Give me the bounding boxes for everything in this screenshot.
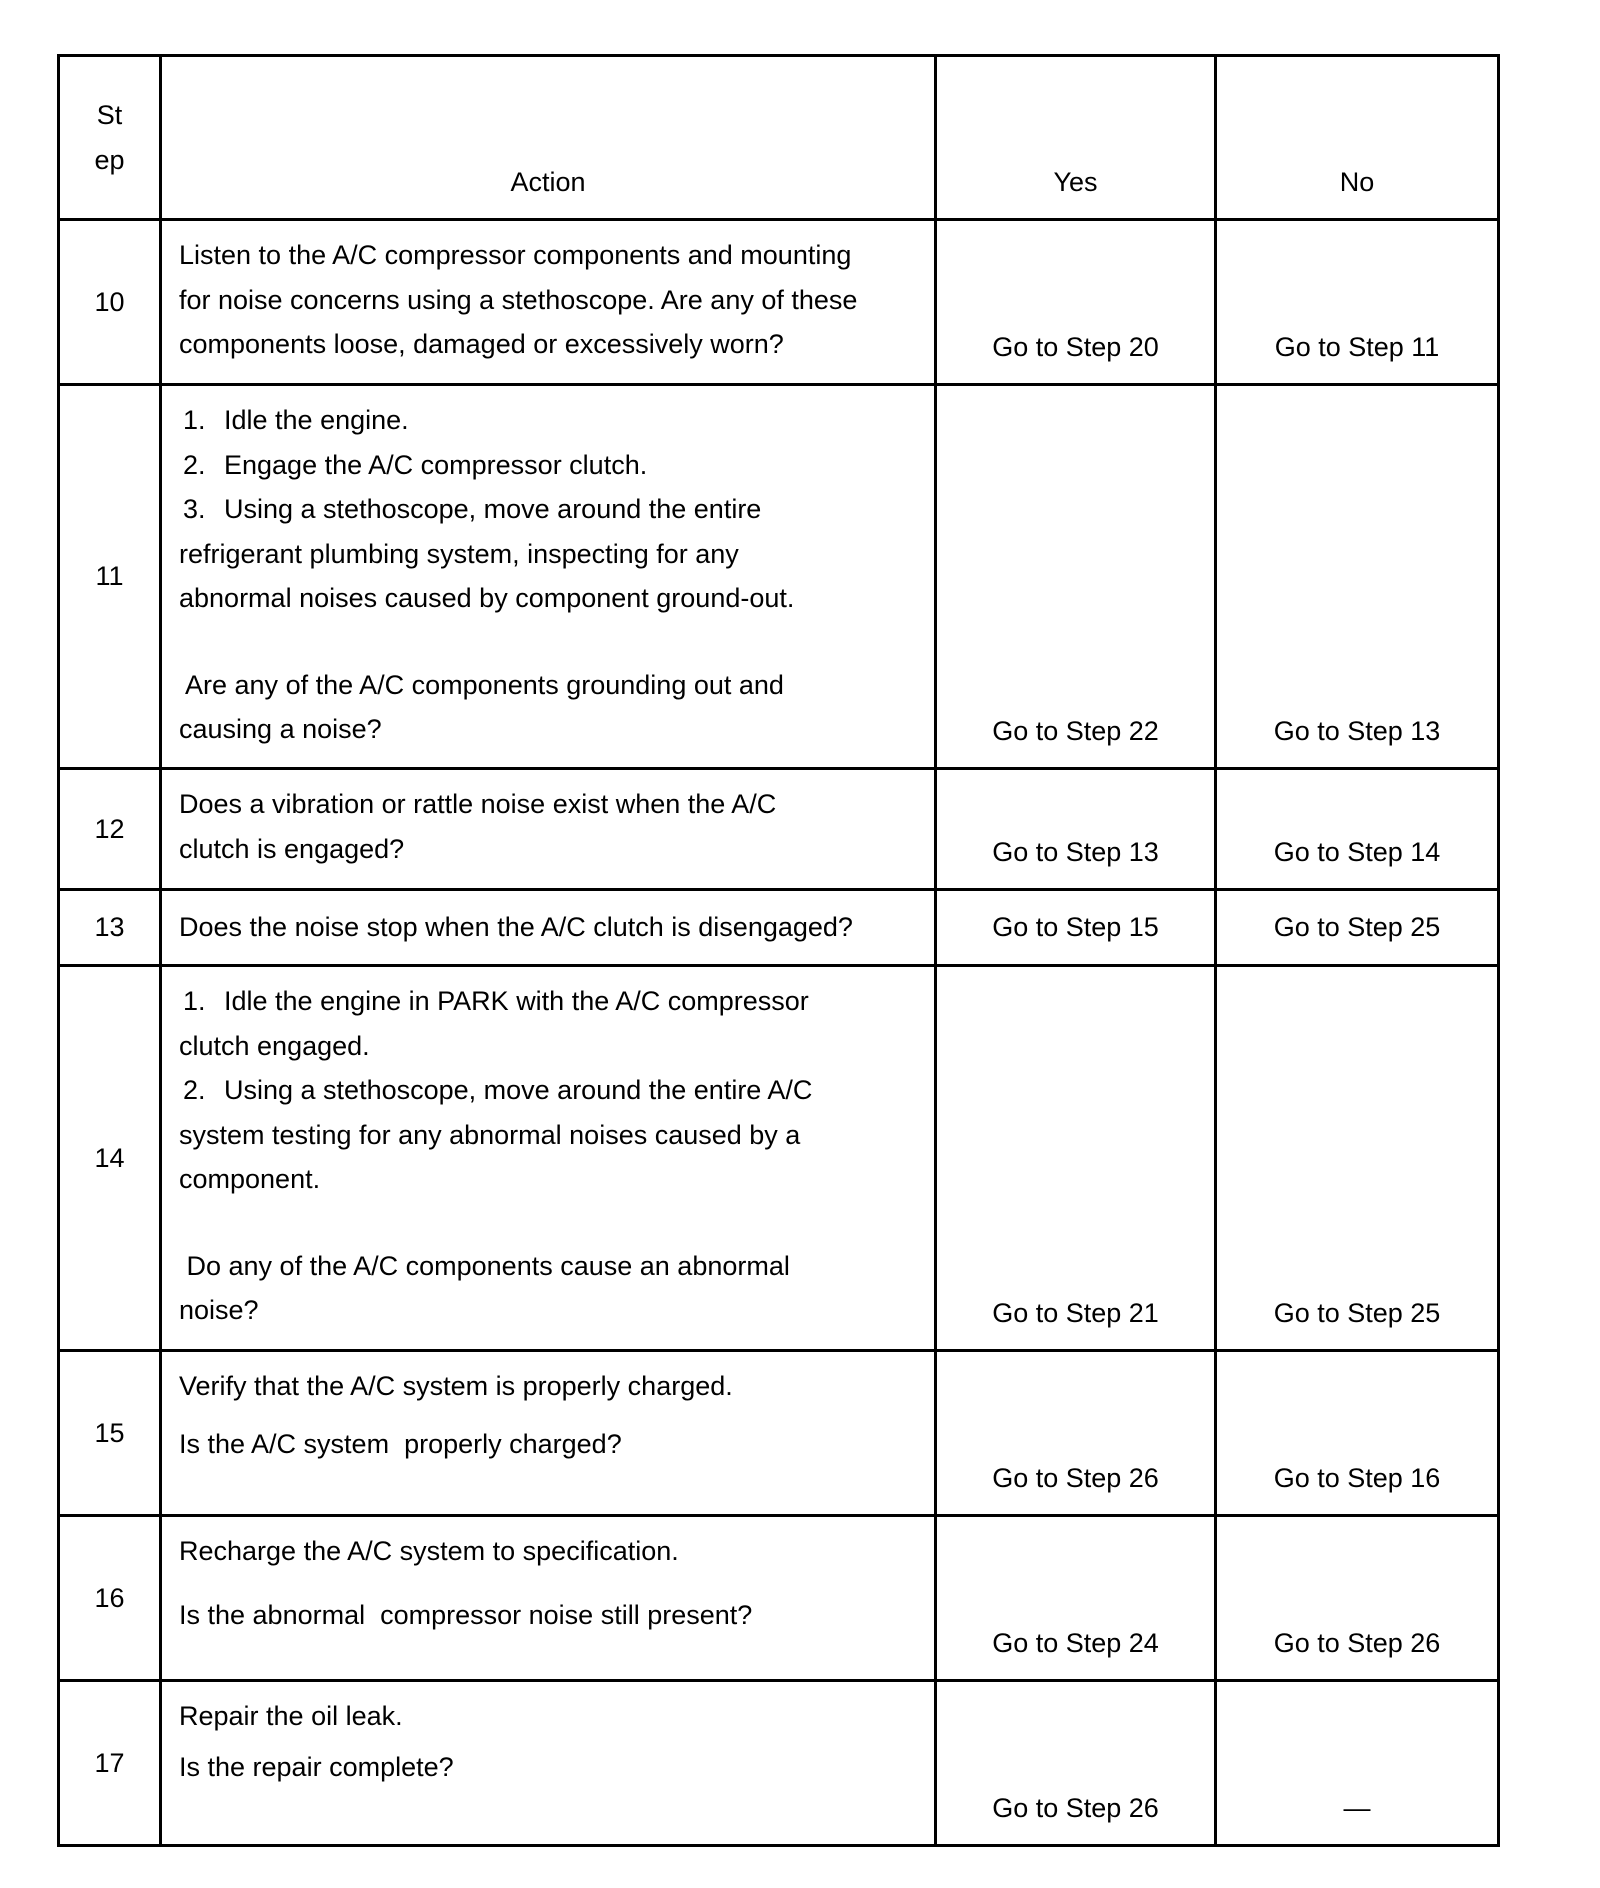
no-cell: Go to Step 16 [1216,1351,1499,1516]
action-cell [161,769,936,890]
step-number: 17 [59,1681,161,1846]
action-line: system testing for any abnormal noises caused by a [179,1119,801,1150]
yes-cell: Go to Step 26 [936,1681,1216,1846]
yes-cell: Go to Step 15 [936,890,1216,966]
list-item [179,487,918,532]
no-cell: — [1216,1681,1499,1846]
yes-cell: Go to Step 26 [936,1351,1216,1516]
list-number: 1. [183,405,206,435]
step-number: 15 [59,1351,161,1516]
table-row [59,1351,1499,1516]
spacer [179,1202,918,1244]
list-text: Engage the A/C compressor clutch. [224,449,648,480]
yes-cell: Go to Step 13 [936,769,1216,890]
action-line: Listen to the A/C compressor components and mounting [179,240,852,270]
no-cell: Go to Step 11 [1216,220,1499,385]
question-line: Are any of the A/C components grounding out and [179,669,784,700]
step-number: 16 [59,1516,161,1681]
step-number: 11 [59,385,161,769]
action-line: for noise concerns using a stethoscope. Are any of these [179,284,858,315]
question-line: Is the repair complete? [179,1751,454,1782]
action-cell [161,385,936,769]
action-line: refrigerant plumbing system, inspecting for any [179,538,739,569]
list-number: 3. [183,494,206,524]
no-cell: Go to Step 25 [1216,890,1499,966]
list-number: 2. [183,449,206,480]
action-line: Does the noise stop when the A/C clutch is disengaged? [179,912,853,943]
action-cell [161,966,936,1351]
step-header-line-1: St [96,100,123,130]
no-cell: Go to Step 13 [1216,385,1499,769]
table-row [59,1681,1499,1846]
list-text: Using a stethoscope, move around the entire [224,494,762,524]
action-header: Action [161,56,936,220]
question-line: noise? [179,1295,259,1325]
question-line: Is the abnormal compressor noise still present? [179,1599,753,1630]
yes-cell: Go to Step 24 [936,1516,1216,1681]
table-row [59,385,1499,769]
yes-cell: Go to Step 22 [936,385,1216,769]
action-cell [161,1681,936,1846]
yes-cell: Go to Step 21 [936,966,1216,1351]
no-header: No [1216,56,1499,220]
action-line: Verify that the A/C system is properly charged. [179,1371,733,1401]
action-line: component. [179,1164,321,1194]
list-item [179,398,918,443]
yes-cell: Go to Step 20 [936,220,1216,385]
list-text: Idle the engine. [224,405,409,435]
action-line: Repair the oil leak. [179,1701,403,1731]
list-text: Idle the engine in PARK with the A/C compressor [224,986,809,1016]
spacer [179,1409,918,1422]
no-cell: Go to Step 25 [1216,966,1499,1351]
header-row [59,56,1499,220]
action-cell [161,1351,936,1516]
action-line: clutch engaged. [179,1030,370,1061]
action-line: abnormal noises caused by component ground-out. [179,583,795,613]
list-item [179,443,918,488]
action-cell [161,890,936,966]
no-cell: Go to Step 14 [1216,769,1499,890]
question-line: Is the A/C system properly charged? [179,1428,622,1459]
spacer [179,621,918,663]
table-row [59,966,1499,1351]
action-line: Does a vibration or rattle noise exist when the A/C [179,789,777,819]
table-row [59,890,1499,966]
no-cell: Go to Step 26 [1216,1516,1499,1681]
table-row [59,220,1499,385]
list-number: 1. [183,986,206,1016]
action-line: clutch is engaged? [179,833,405,864]
action-cell [161,220,936,385]
step-number: 14 [59,966,161,1351]
question-line: Do any of the A/C components cause an abnormal [179,1250,790,1281]
step-header [59,56,161,220]
step-header-line-2: ep [94,144,125,175]
list-item [179,1068,918,1113]
question-line: causing a noise? [179,714,382,744]
step-number: 10 [59,220,161,385]
spacer [179,1574,918,1593]
yes-header: Yes [936,56,1216,220]
list-item [179,979,918,1024]
step-number: 13 [59,890,161,966]
list-text: Using a stethoscope, move around the entire A/C [224,1075,813,1105]
diagnostic-table [57,54,1500,1847]
step-number: 12 [59,769,161,890]
table-row [59,1516,1499,1681]
table-row [59,769,1499,890]
action-cell [161,1516,936,1681]
list-number: 2. [183,1075,206,1105]
action-line: components loose, damaged or excessively worn? [179,329,784,359]
action-line: Recharge the A/C system to specification. [179,1536,679,1566]
